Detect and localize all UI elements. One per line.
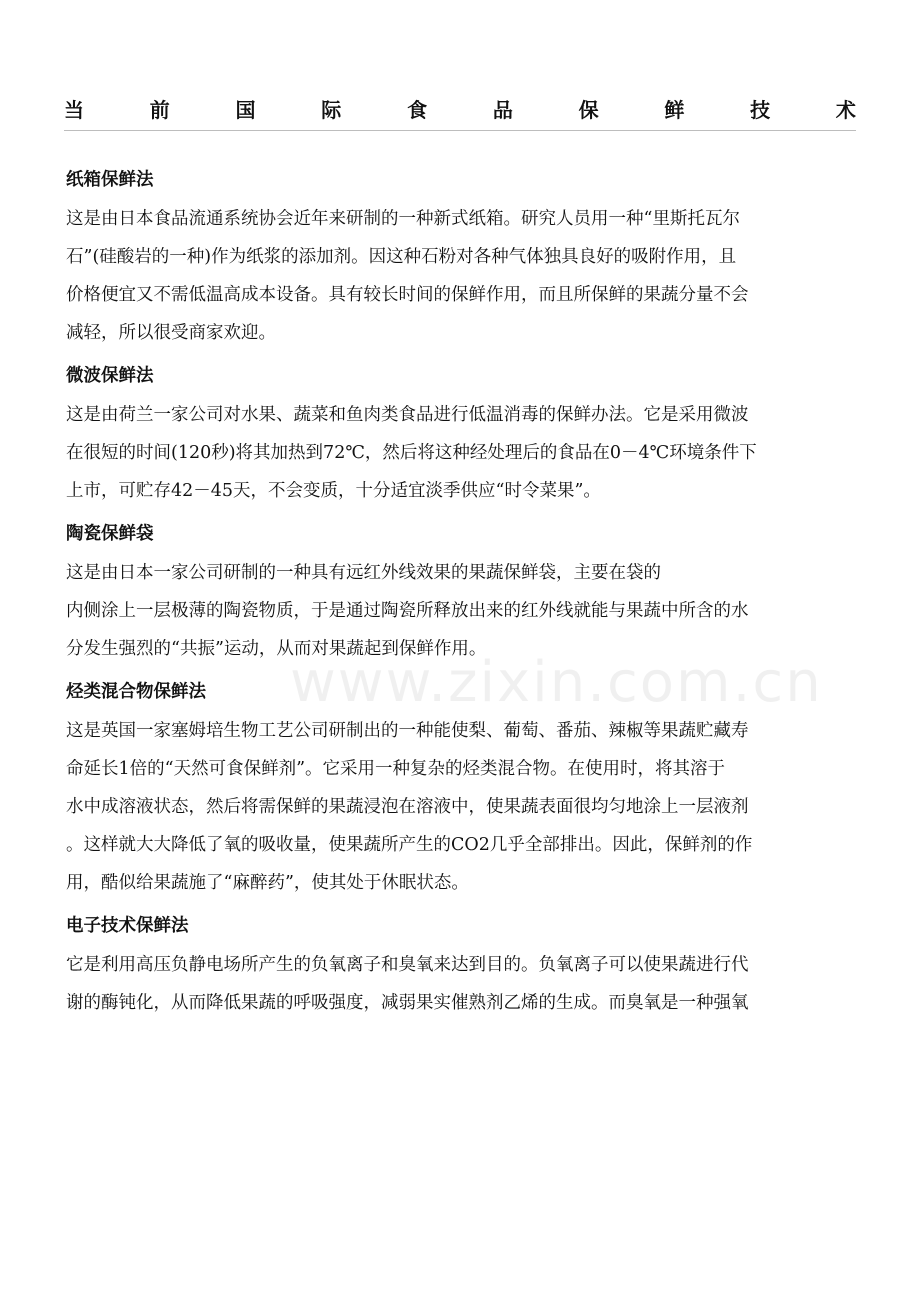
section-paragraph: [66, 200, 856, 352]
section-paragraph: [66, 712, 856, 902]
section-heading: 纸箱保鲜法: [66, 170, 154, 190]
paragraph-line: 在很短的时间(120秒)将其加热到72℃，然后将这种经处理后的食品在0－4℃环境条件下: [66, 443, 757, 463]
paragraph-line: 这是由荷兰一家公司对水果、蔬菜和鱼肉类食品进行低温消毒的保鲜办法。它是采用微波: [66, 405, 749, 425]
section-heading: 陶瓷保鲜袋: [66, 524, 154, 544]
paragraph-line: 。这样就大大降低了氧的吸收量，使果蔬所产生的CO2几乎全部排出。因此，保鲜剂的作: [66, 835, 753, 855]
section-paragraph: [66, 554, 856, 668]
section-heading: 烃类混合物保鲜法: [66, 682, 206, 702]
title-char: 际: [321, 97, 342, 122]
title-char: 术: [835, 97, 856, 122]
paragraph-line: 谢的酶钝化，从而降低果蔬的呼吸强度，减弱果实催熟剂乙烯的生成。而臭氧是一种强氧: [66, 993, 749, 1013]
paragraph-line: 价格便宜又不需低温高成本设备。具有较长时间的保鲜作用，而且所保鲜的果蔬分量不会: [66, 285, 749, 305]
paragraph-line: 内侧涂上一层极薄的陶瓷物质，于是通过陶瓷所释放出来的红外线就能与果蔬中所含的水: [66, 601, 749, 621]
title-char: 国: [235, 97, 256, 122]
paragraph-line: 这是由日本一家公司研制的一种具有远红外线效果的果蔬保鲜袋，主要在袋的: [66, 563, 661, 583]
paragraph-line: 用，酷似给果蔬施了“麻醉药”，使其处于休眠状态。: [66, 873, 469, 893]
paragraph-line: 命延长1倍的“天然可食保鲜剂”。它采用一种复杂的烃类混合物。在使用时，将其溶于: [66, 759, 726, 779]
document-title: [64, 92, 856, 124]
paragraph-line: 分发生强烈的“共振”运动，从而对果蔬起到保鲜作用。: [66, 639, 487, 659]
section-paragraph: [66, 396, 856, 510]
document-body: [66, 160, 856, 1026]
title-char: 技: [750, 97, 771, 122]
title-char: 当: [64, 97, 84, 122]
paragraph-line: 这是由日本食品流通系统协会近年来研制的一种新式纸箱。研究人员用一种“里斯托瓦尔: [66, 209, 740, 229]
title-char: 品: [492, 97, 513, 122]
section-paragraph: [66, 946, 856, 1022]
watermark: www.zixin.com.cn: [290, 650, 823, 715]
paragraph-line: 上市，可贮存42－45天，不会变质，十分适宜淡季供应“时令菜果”。: [66, 481, 601, 501]
title-char: 食: [407, 97, 428, 122]
paragraph-line: 石”(硅酸岩的一种)作为纸浆的添加剂。因这种石粉对各种气体独具良好的吸附作用，且: [66, 247, 737, 267]
title-divider: [64, 130, 856, 131]
title-char: 保: [578, 97, 599, 122]
paragraph-line: 这是英国一家塞姆培生物工艺公司研制出的一种能使梨、葡萄、番茄、辣椒等果蔬贮藏寿: [66, 721, 749, 741]
section-heading: 电子技术保鲜法: [66, 916, 189, 936]
title-char: 前: [149, 97, 170, 122]
paragraph-line: 它是利用高压负静电场所产生的负氧离子和臭氧来达到目的。负氧离子可以使果蔬进行代: [66, 955, 749, 975]
section-heading: 微波保鲜法: [66, 366, 154, 386]
title-char: 鲜: [664, 97, 685, 122]
paragraph-line: 水中成溶液状态，然后将需保鲜的果蔬浸泡在溶液中，使果蔬表面很均匀地涂上一层液剂: [66, 797, 749, 817]
paragraph-line: 减轻，所以很受商家欢迎。: [66, 323, 276, 343]
